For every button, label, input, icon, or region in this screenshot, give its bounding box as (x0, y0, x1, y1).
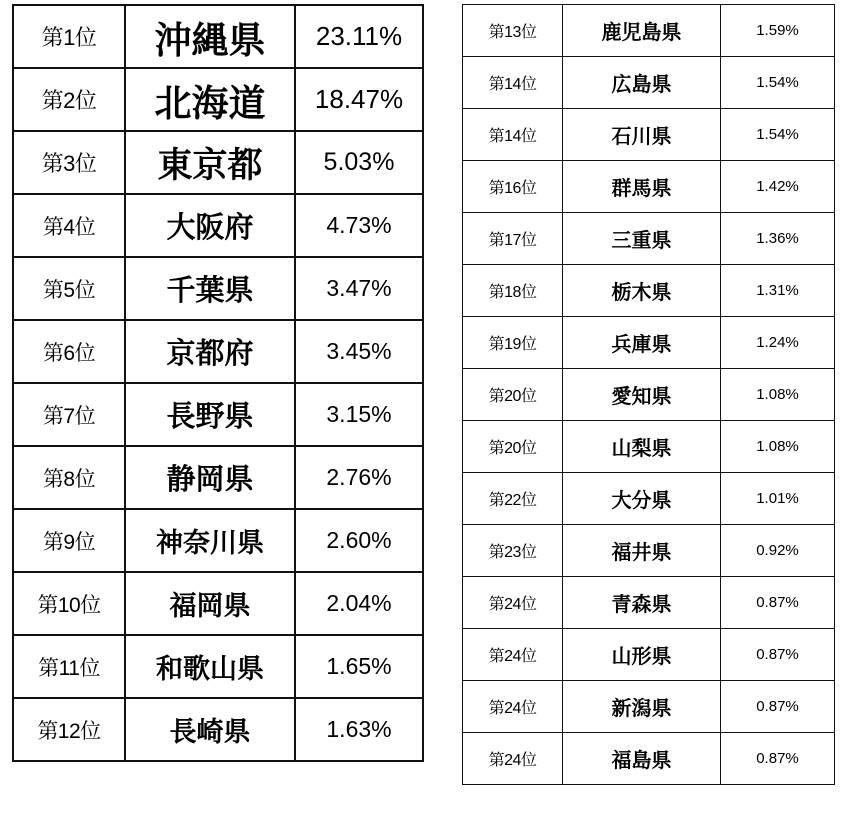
prefecture-cell: 鹿児島県 (563, 5, 721, 57)
rank-cell: 第3位 (13, 131, 125, 194)
rank-cell: 第5位 (13, 257, 125, 320)
prefecture-cell: 長崎県 (125, 698, 295, 761)
rank-cell: 第13位 (463, 5, 563, 57)
table-row (463, 213, 835, 265)
prefecture-cell: 大阪府 (125, 194, 295, 257)
rank-cell: 第14位 (463, 57, 563, 109)
table-row (463, 629, 835, 681)
value-cell: 1.59% (721, 5, 835, 57)
table-row (463, 473, 835, 525)
value-cell: 0.87% (721, 681, 835, 733)
value-cell: 0.87% (721, 733, 835, 785)
rank-cell: 第22位 (463, 473, 563, 525)
prefecture-cell: 大分県 (563, 473, 721, 525)
value-cell: 2.60% (295, 509, 423, 572)
prefecture-cell: 愛知県 (563, 369, 721, 421)
prefecture-cell: 山梨県 (563, 421, 721, 473)
prefecture-cell: 神奈川県 (125, 509, 295, 572)
rank-cell: 第14位 (463, 109, 563, 161)
prefecture-cell: 栃木県 (563, 265, 721, 317)
prefecture-cell: 広島県 (563, 57, 721, 109)
table-row (463, 317, 835, 369)
value-cell: 2.76% (295, 446, 423, 509)
value-cell: 3.47% (295, 257, 423, 320)
table-row (13, 131, 423, 194)
table-row (13, 257, 423, 320)
rank-cell: 第24位 (463, 577, 563, 629)
ranking-table-left (12, 4, 424, 762)
value-cell: 1.63% (295, 698, 423, 761)
table-row (13, 68, 423, 131)
table-row (463, 577, 835, 629)
table-row (13, 194, 423, 257)
rank-cell: 第7位 (13, 383, 125, 446)
prefecture-cell: 福島県 (563, 733, 721, 785)
value-cell: 1.24% (721, 317, 835, 369)
prefecture-cell: 石川県 (563, 109, 721, 161)
prefecture-cell: 三重県 (563, 213, 721, 265)
prefecture-cell: 静岡県 (125, 446, 295, 509)
table-row (463, 369, 835, 421)
rank-cell: 第6位 (13, 320, 125, 383)
ranking-table-right (462, 4, 835, 785)
rank-cell: 第11位 (13, 635, 125, 698)
prefecture-cell: 山形県 (563, 629, 721, 681)
value-cell: 4.73% (295, 194, 423, 257)
table-row (463, 525, 835, 577)
rank-cell: 第17位 (463, 213, 563, 265)
value-cell: 1.65% (295, 635, 423, 698)
value-cell: 1.01% (721, 473, 835, 525)
table-row (13, 572, 423, 635)
table-row (13, 509, 423, 572)
table-row (463, 57, 835, 109)
value-cell: 0.87% (721, 629, 835, 681)
prefecture-cell: 青森県 (563, 577, 721, 629)
table-row (463, 733, 835, 785)
value-cell: 1.08% (721, 421, 835, 473)
prefecture-cell: 沖縄県 (125, 5, 295, 68)
table-row (13, 635, 423, 698)
value-cell: 1.42% (721, 161, 835, 213)
table-row (463, 681, 835, 733)
ranking-table-right-body (463, 5, 835, 785)
prefecture-cell: 兵庫県 (563, 317, 721, 369)
rank-cell: 第2位 (13, 68, 125, 131)
table-row (13, 5, 423, 68)
rank-cell: 第18位 (463, 265, 563, 317)
rank-cell: 第24位 (463, 733, 563, 785)
value-cell: 1.36% (721, 213, 835, 265)
table-row (463, 5, 835, 57)
value-cell: 1.54% (721, 57, 835, 109)
rank-cell: 第12位 (13, 698, 125, 761)
value-cell: 18.47% (295, 68, 423, 131)
value-cell: 1.54% (721, 109, 835, 161)
table-row (463, 161, 835, 213)
prefecture-cell: 和歌山県 (125, 635, 295, 698)
prefecture-cell: 千葉県 (125, 257, 295, 320)
value-cell: 3.45% (295, 320, 423, 383)
prefecture-cell: 新潟県 (563, 681, 721, 733)
prefecture-cell: 群馬県 (563, 161, 721, 213)
rank-cell: 第20位 (463, 369, 563, 421)
table-row (13, 383, 423, 446)
rank-cell: 第9位 (13, 509, 125, 572)
rank-cell: 第4位 (13, 194, 125, 257)
table-row (13, 320, 423, 383)
prefecture-cell: 福井県 (563, 525, 721, 577)
value-cell: 0.87% (721, 577, 835, 629)
rank-cell: 第10位 (13, 572, 125, 635)
rank-cell: 第16位 (463, 161, 563, 213)
rank-cell: 第24位 (463, 629, 563, 681)
rank-cell: 第23位 (463, 525, 563, 577)
value-cell: 2.04% (295, 572, 423, 635)
rank-cell: 第24位 (463, 681, 563, 733)
prefecture-cell: 福岡県 (125, 572, 295, 635)
prefecture-cell: 東京都 (125, 131, 295, 194)
table-row (13, 446, 423, 509)
rank-cell: 第19位 (463, 317, 563, 369)
rank-cell: 第1位 (13, 5, 125, 68)
rank-cell: 第20位 (463, 421, 563, 473)
value-cell: 1.08% (721, 369, 835, 421)
prefecture-cell: 長野県 (125, 383, 295, 446)
value-cell: 23.11% (295, 5, 423, 68)
ranking-table-left-body (13, 5, 423, 761)
value-cell: 5.03% (295, 131, 423, 194)
table-row (463, 109, 835, 161)
prefecture-cell: 京都府 (125, 320, 295, 383)
prefecture-cell: 北海道 (125, 68, 295, 131)
value-cell: 3.15% (295, 383, 423, 446)
table-row (463, 421, 835, 473)
table-row (13, 698, 423, 761)
value-cell: 0.92% (721, 525, 835, 577)
rank-cell: 第8位 (13, 446, 125, 509)
table-row (463, 265, 835, 317)
value-cell: 1.31% (721, 265, 835, 317)
